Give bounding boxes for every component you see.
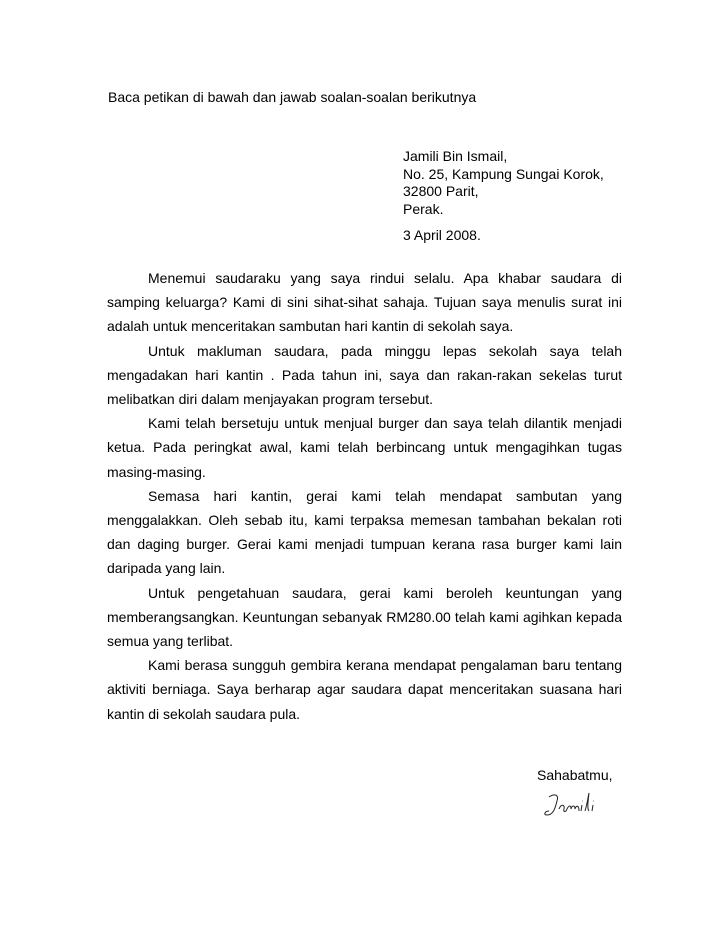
body-paragraph: Menemui saudaraku yang saya rindui selalu. Apa khabar saudara di samping keluarga? Kami di sini sihat-sihat sahaja. Tujuan saya menulis surat ini adalah untuk menceritakan sambutan hari kantin di sekolah saya. <box>107 270 622 335</box>
body-paragraph: Kami berasa sungguh gembira kerana mendapat pengalaman baru tentang aktiviti berniaga. Saya berharap agar saudara dapat menceritakan suasana hari kantin di sekolah saudara pula. <box>107 657 622 722</box>
address-line: No. 25, Kampung Sungai Korok, <box>403 165 604 182</box>
body-paragraph: Untuk pengetahuan saudara, gerai kami beroleh keuntungan yang memberangsangkan. Keuntungan sebanyak RM280.00 telah kami agihkan kepada semua yang terlibat. <box>107 584 622 650</box>
letter-date: 3 April 2008. <box>403 227 481 243</box>
address-line: Jamili Bin Ismail, <box>403 148 508 164</box>
closing-salutation: Sahabatmu, <box>537 767 613 783</box>
body-paragraph: Semasa hari kantin, gerai kami telah mendapat sambutan yang menggalakkan. Oleh sebab itu, kami terpaksa memesan tambahan bekalan roti dan daging burger. Gerai kami menjadi tumpuan kerana rasa burger kami lain daripada yang lain. <box>107 487 622 577</box>
address-line: Perak. <box>403 200 444 217</box>
sender-address <box>403 148 604 218</box>
body-paragraph: Untuk makluman saudara, pada minggu lepas sekolah saya telah mengadakan hari kantin . Pada tahun ini, saya dan rakan-rakan sekelas turut melibatkan diri dalam menjayakan program tersebut. <box>107 342 622 408</box>
instruction-text: Baca petikan di bawah dan jawab soalan-soalan berikutnya <box>108 89 477 105</box>
address-line: 32800 Parit, <box>403 183 479 199</box>
handwritten-signature <box>543 787 603 823</box>
letter-body <box>107 266 622 726</box>
body-paragraph: Kami telah bersetuju untuk menjual burger dan saya telah dilantik menjadi ketua. Pada peringkat awal, kami telah berbincang untuk mengagihkan tugas masing-masing. <box>107 415 622 480</box>
